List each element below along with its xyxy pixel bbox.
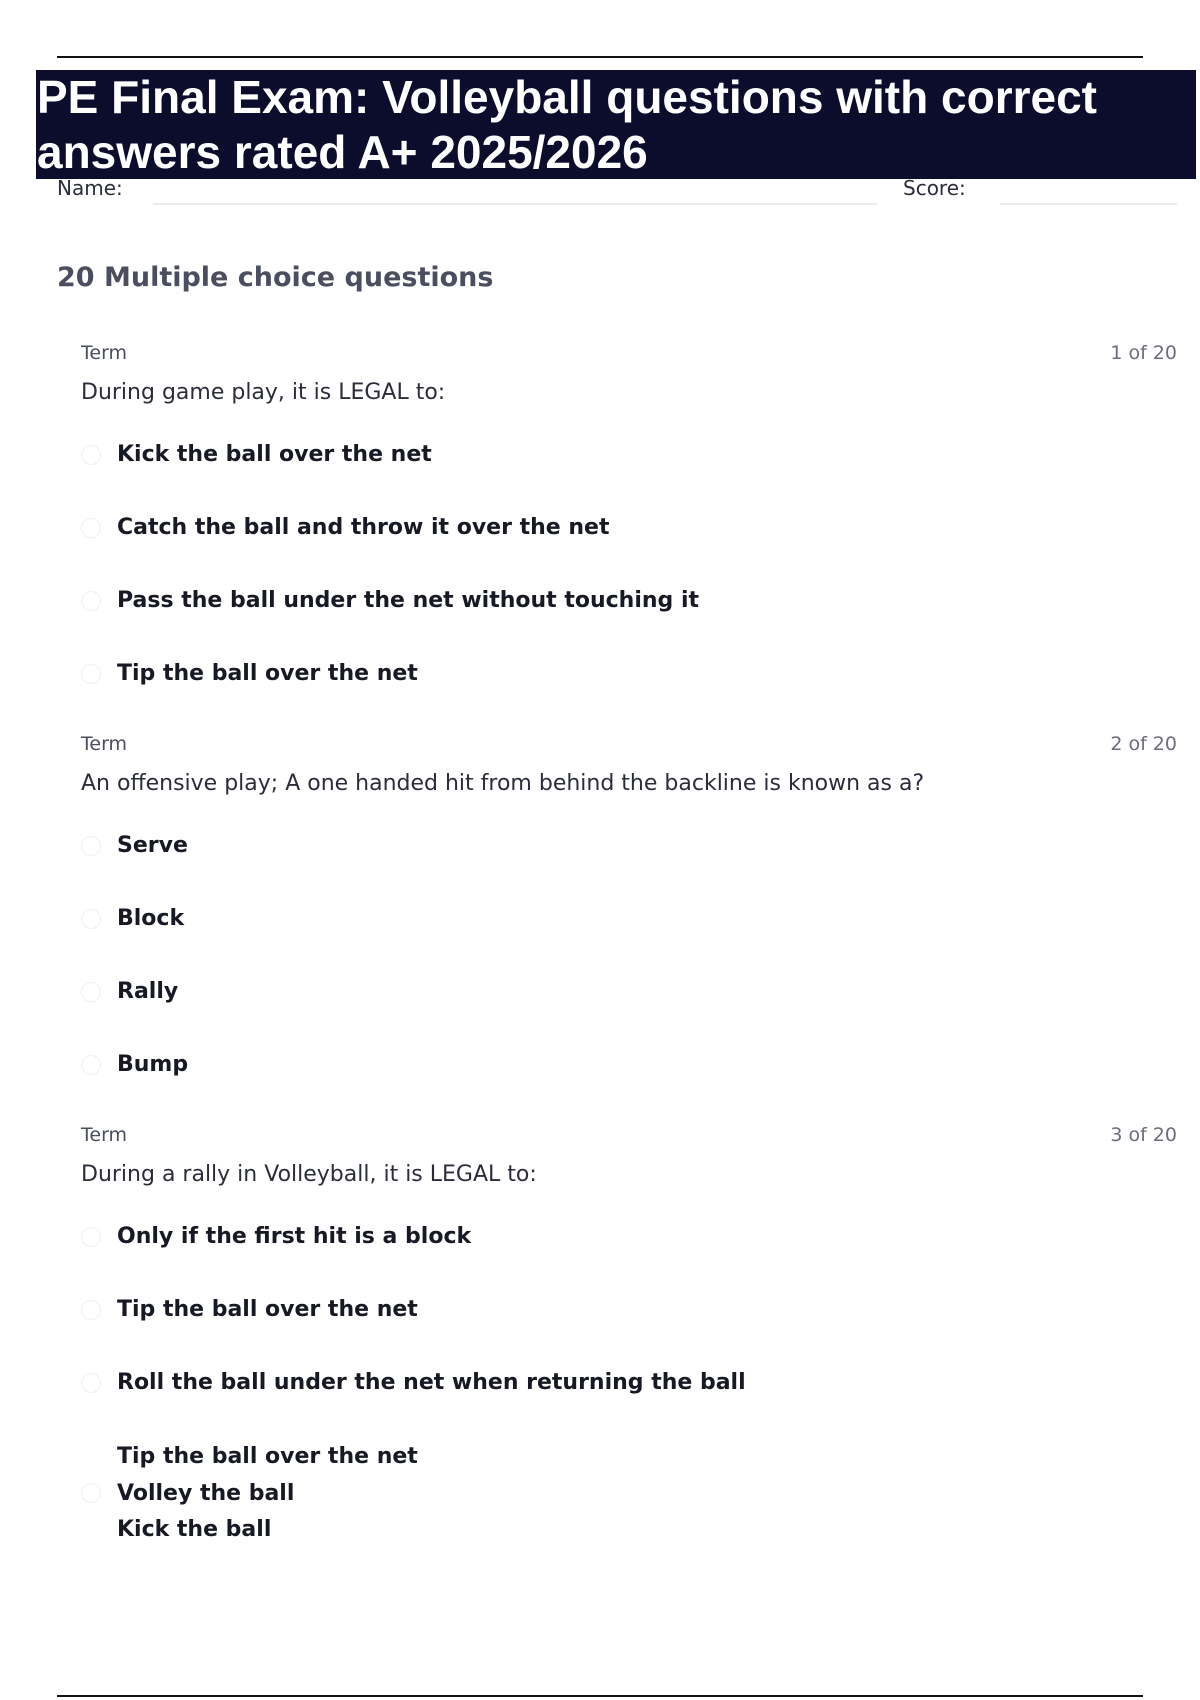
answer-option[interactable] bbox=[81, 508, 981, 548]
answer-option-label: Tip the ball over the net bbox=[117, 1297, 418, 1322]
answer-option-label: Serve bbox=[117, 833, 188, 858]
answer-option[interactable] bbox=[81, 826, 981, 866]
answer-option[interactable] bbox=[81, 1290, 981, 1330]
question-term-label: Term bbox=[81, 1124, 128, 1146]
name-score-row bbox=[57, 176, 1177, 210]
answer-option-label: Block bbox=[117, 906, 185, 931]
answer-option-label: Tip the ball over the net bbox=[117, 661, 418, 686]
question-counter: 3 of 20 bbox=[1110, 1124, 1177, 1146]
answer-option-label bbox=[117, 1439, 418, 1549]
answer-option-line: Kick the ball bbox=[117, 1517, 272, 1542]
answer-option[interactable] bbox=[81, 1217, 981, 1257]
section-title: 20 Multiple choice questions bbox=[57, 262, 494, 293]
radio-icon[interactable] bbox=[81, 1483, 101, 1503]
radio-icon[interactable] bbox=[81, 591, 101, 611]
radio-icon[interactable] bbox=[81, 982, 101, 1002]
question-term-label: Term bbox=[81, 733, 128, 755]
answer-option[interactable] bbox=[81, 972, 981, 1012]
answer-option[interactable] bbox=[81, 654, 981, 694]
answer-option-label: Bump bbox=[117, 1052, 189, 1077]
answer-option[interactable] bbox=[81, 1045, 981, 1085]
radio-icon[interactable] bbox=[81, 1227, 101, 1247]
answer-option-line: Volley the ball bbox=[117, 1480, 295, 1506]
answer-option-line: Tip the ball over the net bbox=[117, 1444, 418, 1469]
document-title: PE Final Exam: Volleyball questions with correct answers rated A+ 2025/2026 bbox=[36, 70, 1196, 179]
question-prompt: An offensive play; A one handed hit from behind the backline is known as a? bbox=[81, 771, 925, 796]
answer-option-label: Rally bbox=[117, 979, 179, 1004]
answer-option[interactable] bbox=[81, 435, 981, 475]
question-counter: 2 of 20 bbox=[1110, 733, 1177, 755]
answer-option[interactable] bbox=[81, 581, 981, 621]
name-label: Name: bbox=[57, 176, 123, 200]
radio-icon[interactable] bbox=[81, 1055, 101, 1075]
answer-option-label: Pass the ball under the net without touching it bbox=[117, 588, 700, 613]
radio-icon[interactable] bbox=[81, 518, 101, 538]
answer-option-label: Catch the ball and throw it over the net bbox=[117, 515, 610, 540]
question-prompt: During a rally in Volleyball, it is LEGAL to: bbox=[81, 1162, 537, 1187]
score-label: Score: bbox=[903, 176, 966, 200]
name-field[interactable] bbox=[153, 203, 877, 205]
answer-option[interactable] bbox=[81, 1439, 981, 1551]
radio-icon[interactable] bbox=[81, 909, 101, 929]
radio-icon[interactable] bbox=[81, 1300, 101, 1320]
radio-icon[interactable] bbox=[81, 445, 101, 465]
question-term-label: Term bbox=[81, 342, 128, 364]
radio-icon[interactable] bbox=[81, 664, 101, 684]
question-prompt: During game play, it is LEGAL to: bbox=[81, 380, 446, 405]
bottom-rule bbox=[57, 1695, 1143, 1697]
radio-icon[interactable] bbox=[81, 836, 101, 856]
answer-option[interactable] bbox=[81, 899, 981, 939]
answer-option-label: Kick the ball over the net bbox=[117, 442, 432, 467]
score-field[interactable] bbox=[1000, 203, 1177, 205]
radio-icon[interactable] bbox=[81, 1373, 101, 1393]
question-counter: 1 of 20 bbox=[1110, 342, 1177, 364]
answer-option[interactable] bbox=[81, 1363, 981, 1403]
top-rule bbox=[57, 56, 1143, 58]
answer-option-label: Roll the ball under the net when returning the ball bbox=[117, 1370, 746, 1395]
answer-option-label: Only if the first hit is a block bbox=[117, 1224, 472, 1249]
